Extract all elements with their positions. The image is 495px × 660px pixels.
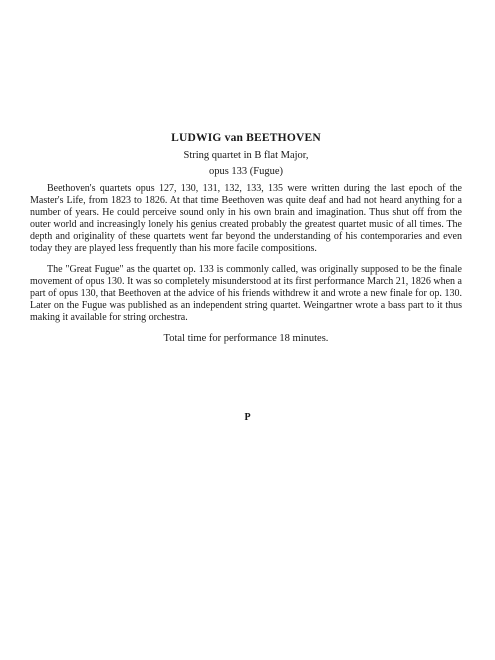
page-mark: P bbox=[244, 412, 251, 423]
opus-line: opus 133 (Fugue) bbox=[208, 166, 284, 177]
paragraph-1: Beethoven's quartets opus 127, 130, 131, 132, 133, 135 were written during the last epoch of the Master's Life, from 1823 to 1826. At that time Beethoven was quite deaf and had not heard anything for a number of years. He could perceive sound only in his own brain and imagination. Thus shut off from the outer world and increasingly lonely his genius created probably the greatest quartet music of all times. The depth and originality of these quartets went far beyond the understanding of his contemporaries and even today they are played less frequently than his more facile compositions. bbox=[30, 183, 462, 254]
document-content bbox=[30, 132, 462, 344]
paragraph-2: The "Great Fugue" as the quartet op. 133 is commonly called, was originally supposed to be the finale movement of opus 130. It was so completely misunderstood at its first performance March 21, 1826 when a part of opus 130, that Beethoven at the advice of his friends withdrew it and wrote a new finale for op. 130. Later on the Fugue was published as an independent string quartet. Weingartner wrote a bass part to it thus making it available for string orchestra. bbox=[30, 264, 462, 323]
composer-title: LUDWIG van BEETHOVEN bbox=[171, 132, 321, 144]
work-subtitle: String quartet in B flat Major, bbox=[183, 150, 309, 161]
total-time-line: Total time for performance 18 minutes. bbox=[163, 333, 329, 344]
